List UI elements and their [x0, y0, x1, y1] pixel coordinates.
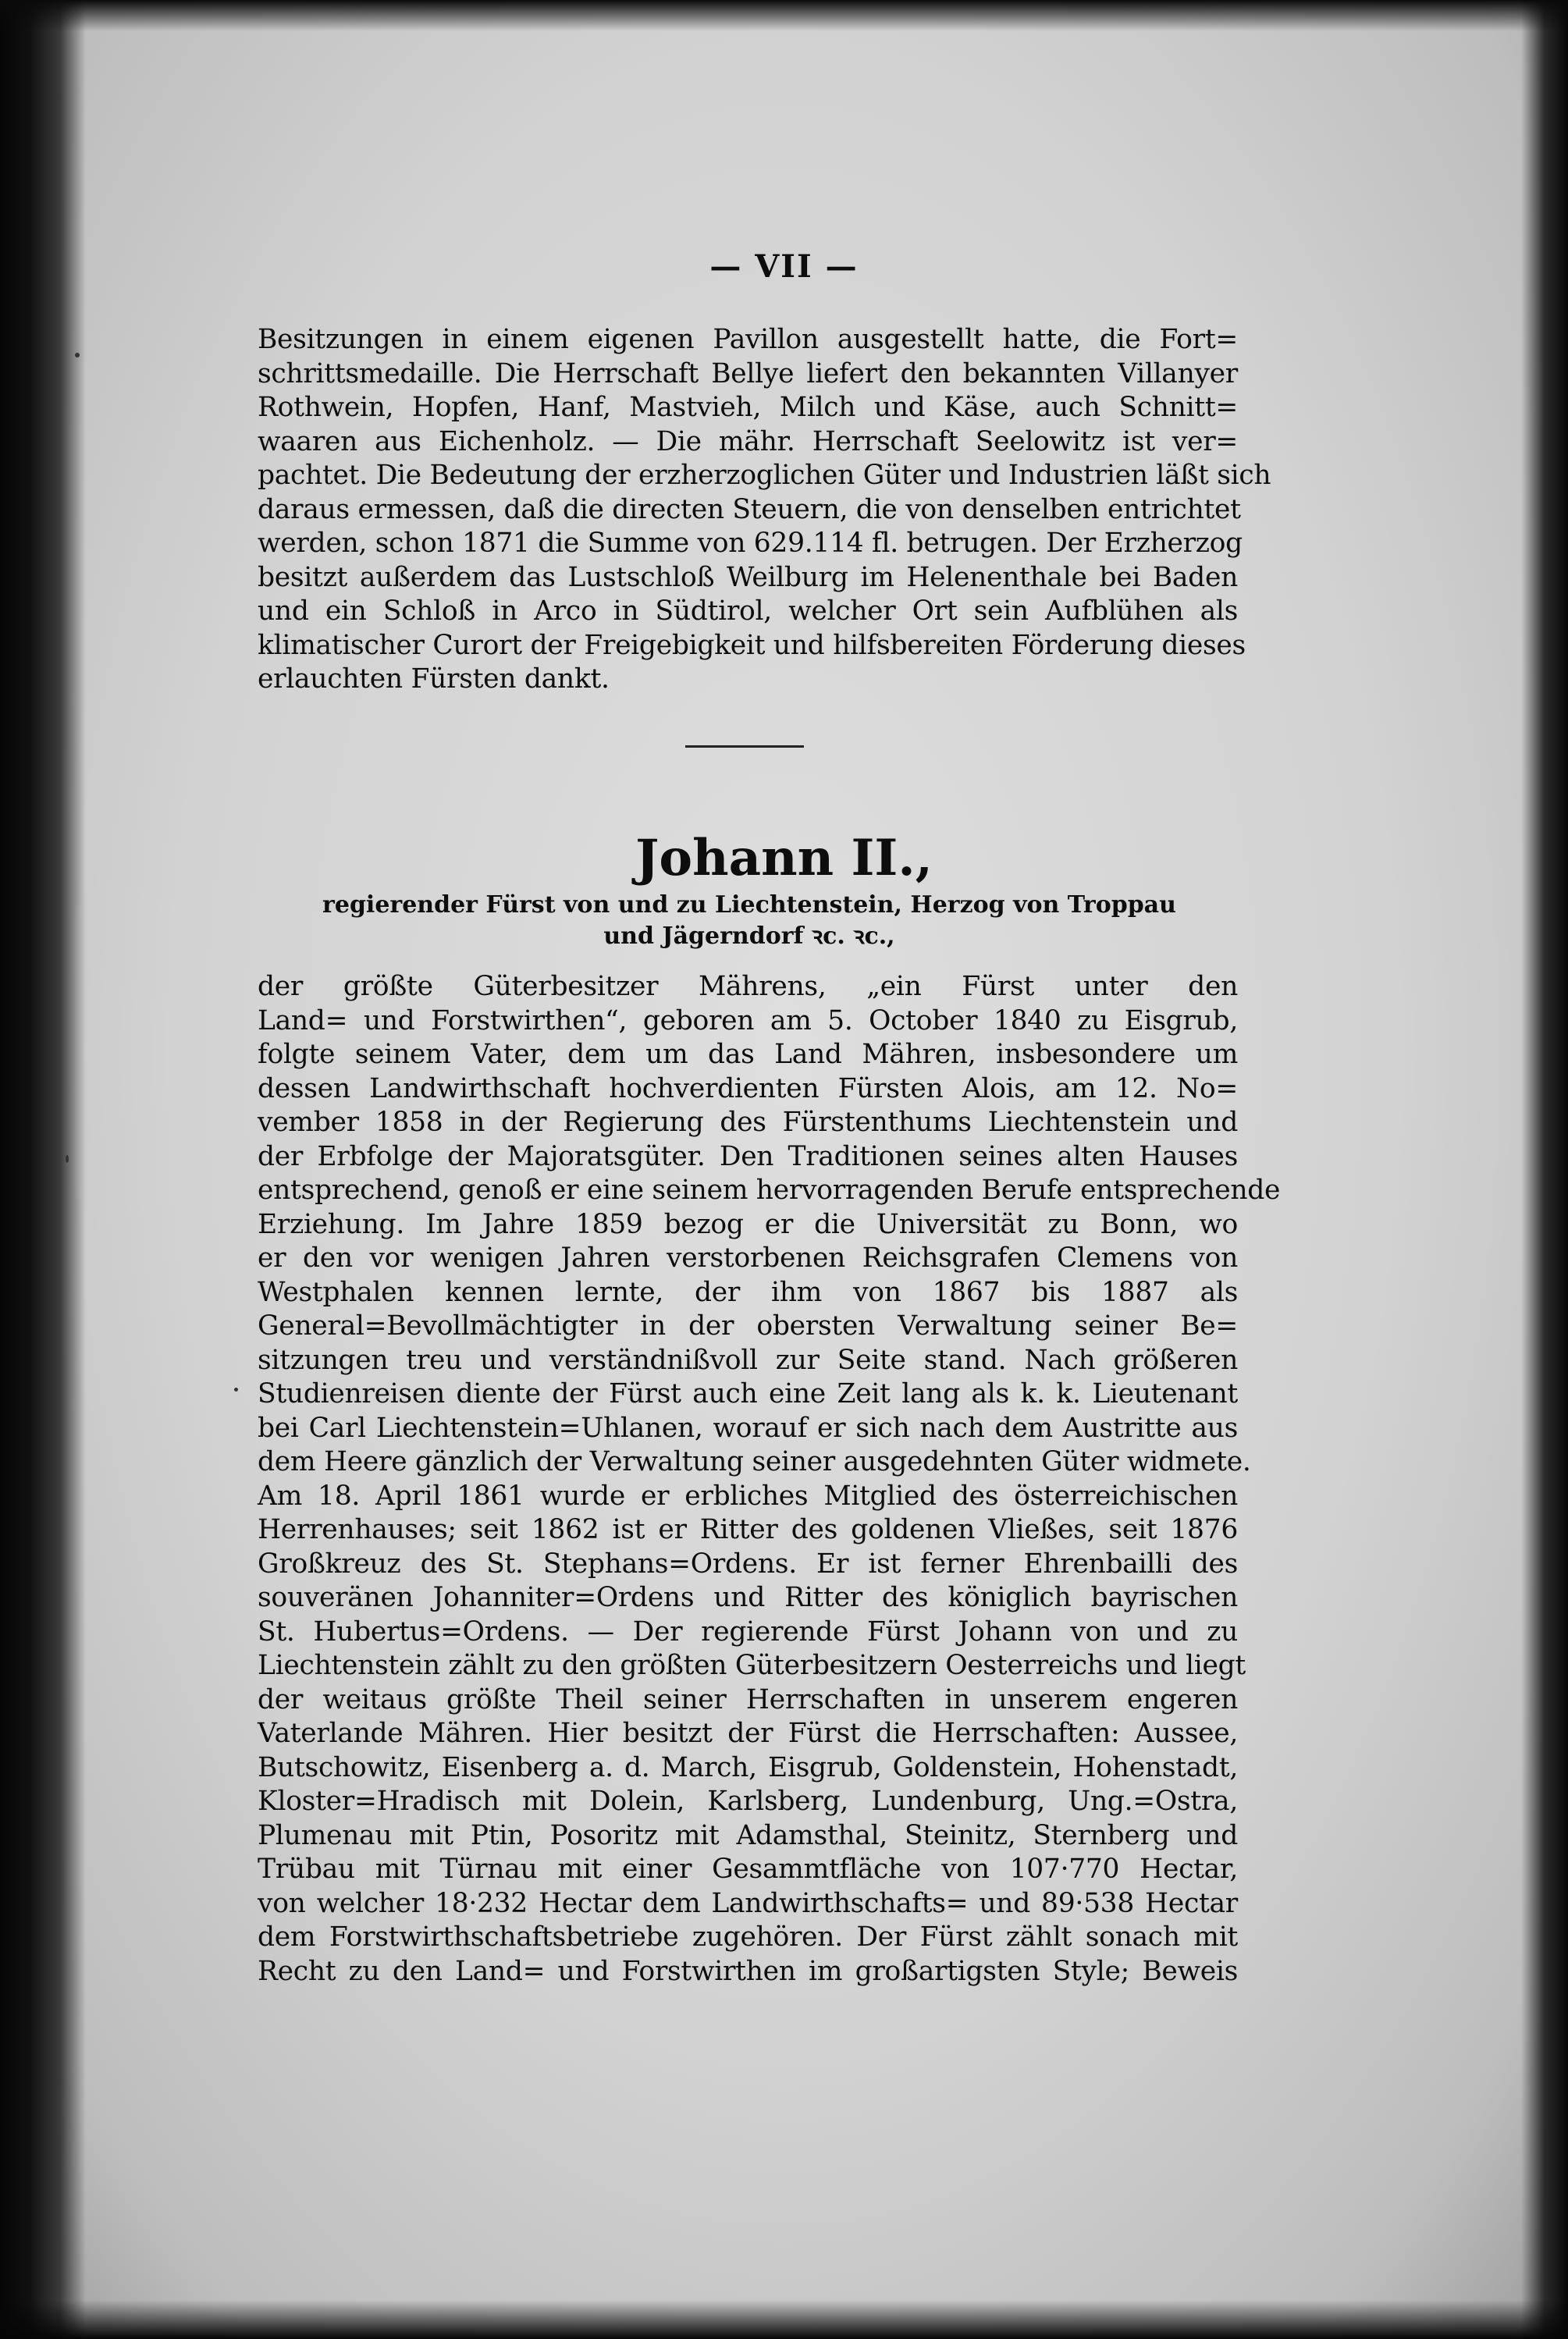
text-line: souveränen Johanniter=Ordens und Ritter des königlich bayrischen	[258, 1582, 1238, 1613]
text-line: Kloster=Hradisch mit Dolein, Karlsberg, Lundenburg, Ung.=Ostra,	[258, 1786, 1238, 1817]
text-line: schrittsmedaille. Die Herrschaft Bellye liefert den bekannten Villanyer	[258, 357, 1238, 389]
text-line: Westphalen kennen lernte, der ihm von 1867 bis 1887 als	[258, 1276, 1238, 1308]
text-line: Besitzungen in einem eigenen Pavillon ausgestellt hatte, die Fort=	[258, 324, 1238, 355]
paragraph-main	[258, 970, 1281, 1989]
text-line: bei Carl Liechtenstein=Uhlanen, worauf er sich nach dem Austritte aus	[258, 1412, 1238, 1444]
text-line: dessen Landwirthschaft hochverdienten Fürsten Alois, am 12. No=	[258, 1072, 1238, 1104]
text-line: folgte seinem Vater, dem um das Land Mähren, insbesondere um	[258, 1039, 1238, 1070]
paragraph-top	[258, 323, 1271, 697]
text-line: St. Hubertus=Ordens. — Der regierende Fürst Johann von und zu	[258, 1616, 1238, 1648]
text-line: pachtet. Die Bedeutung der erzherzoglichen Güter und Industrien läßt sich	[258, 460, 1271, 491]
text-line: Herrenhauses; seit 1862 ist er Ritter des goldenen Vließes, seit 1876	[258, 1514, 1238, 1545]
binding-shadow-left	[0, 0, 86, 2339]
text-line: Erziehung. Im Jahre 1859 bezog er die Universität zu Bonn, wo	[258, 1208, 1238, 1240]
text-line: General=Bevollmächtigter in der obersten Verwaltung seiner Be=	[258, 1310, 1238, 1342]
section-divider	[685, 745, 804, 748]
text-line: daraus ermessen, daß die directen Steuern, die von denselben entrichtet	[258, 493, 1241, 525]
edge-shadow-bottom	[0, 2300, 1568, 2339]
text-line: Plumenau mit Ptin, Posoritz mit Adamsthal, Steinitz, Sternberg und	[258, 1819, 1238, 1851]
subtitle-line: und Jägerndorf ꝛc. ꝛc.,	[603, 922, 895, 950]
text-line: Rothwein, Hopfen, Hanf, Mastvieh, Milch und Käse, auch Schnitt=	[258, 392, 1238, 423]
text-line: werden, schon 1871 die Summe von 629.114 fl. betrugen. Der Erzherzog	[258, 528, 1243, 559]
text-line: Trübau mit Türnau mit einer Gesammtfläche von 107·770 Hectar,	[258, 1854, 1238, 1885]
text-line: der Erbfolge der Majoratsgüter. Den Traditionen seines alten Hauses	[258, 1140, 1238, 1172]
text-line: Butschowitz, Eisenberg a. d. March, Eisgrub, Goldenstein, Hohenstadt,	[258, 1751, 1238, 1783]
text-line: dem Heere gänzlich der Verwaltung seiner ausgedehnten Güter widmete.	[258, 1446, 1251, 1477]
edge-shadow-top	[0, 0, 1568, 31]
text-line: Großkreuz des St. Stephans=Ordens. Er ist ferner Ehrenbailli des	[258, 1548, 1238, 1580]
text-line: der größte Güterbesitzer Mährens, „ein Fürst unter den	[258, 971, 1238, 1002]
text-line: klimatischer Curort der Freigebigkeit und hilfsbereiten Förderung dieses	[258, 629, 1246, 661]
text-line: sitzungen treu und verständnißvoll zur Seite stand. Nach größeren	[258, 1344, 1238, 1376]
text-line: vember 1858 in der Regierung des Fürstenthums Liechtenstein und	[258, 1107, 1238, 1138]
scan-speck	[234, 1388, 238, 1392]
edge-shadow-right	[1521, 0, 1568, 2339]
text-line: Studienreisen diente der Fürst auch eine Zeit lang als k. k. Lieutenant	[258, 1378, 1238, 1409]
text-line: von welcher 18·232 Hectar dem Landwirthschafts= und 89·538 Hectar	[258, 1887, 1238, 1919]
text-line: Vaterlande Mähren. Hier besitzt der Fürst die Herrschaften: Aussee,	[258, 1718, 1238, 1749]
text-line: entsprechend, genoß er eine seinem hervorragenden Berufe entsprechende	[258, 1175, 1281, 1206]
text-line: erlauchten Fürsten dankt.	[258, 663, 610, 695]
text-line: waaren aus Eichenholz. — Die mähr. Herrschaft Seelowitz ist ver=	[258, 425, 1238, 457]
text-line: dem Forstwirthschaftsbetriebe zugehören. Der Fürst zählt sonach mit	[258, 1921, 1238, 1953]
text-line: und ein Schloß in Arco in Südtirol, welcher Ort sein Aufblühen als	[258, 595, 1238, 627]
text-line: der weitaus größte Theil seiner Herrschaften in unserem engeren	[258, 1683, 1238, 1715]
page-number: — VII —	[709, 248, 859, 285]
scan-speck	[75, 353, 80, 357]
text-line: Land= und Forstwirthen“, geboren am 5. October 1840 zu Eisgrub,	[258, 1004, 1238, 1036]
text-line: Am 18. April 1861 wurde er erbliches Mitglied des österreichischen	[258, 1480, 1238, 1512]
text-line: Recht zu den Land= und Forstwirthen im großartigsten Style; Beweis	[258, 1955, 1238, 1987]
text-line: besitzt außerdem das Lustschloß Weilburg im Helenenthale bei Baden	[258, 561, 1238, 593]
text-line: er den vor wenigen Jahren verstorbenen Reichsgrafen Clemens von	[258, 1242, 1238, 1274]
section-subtitle	[297, 890, 1202, 952]
text-line: Liechtenstein zählt zu den größten Güterbesitzern Oesterreichs und liegt	[258, 1650, 1246, 1681]
subtitle-line: regierender Fürst von und zu Liechtenstein, Herzog von Troppau	[322, 891, 1176, 919]
section-title: Johann II.,	[635, 829, 933, 887]
scan-speck	[66, 1155, 69, 1163]
